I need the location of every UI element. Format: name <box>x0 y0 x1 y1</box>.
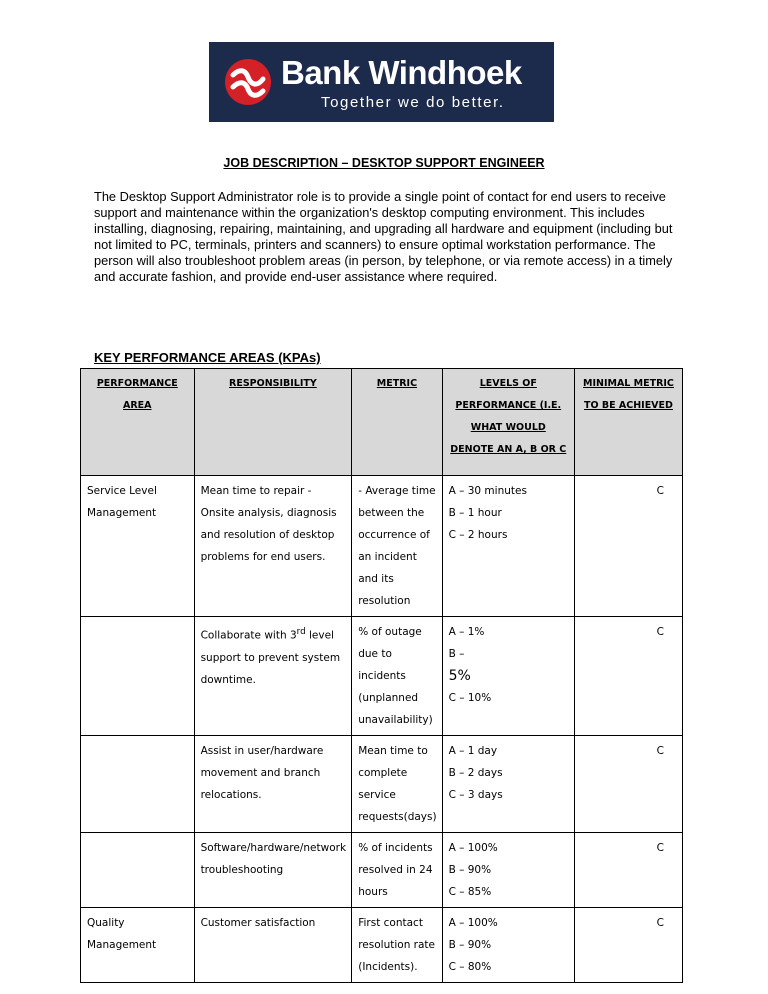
logo-name: Bank Windhoek <box>281 54 522 91</box>
table-row <box>81 908 683 983</box>
cell-minimal: C <box>574 908 682 983</box>
cell-area <box>81 736 195 833</box>
level-b: B – 90% <box>448 939 492 951</box>
level-a: A – 1% <box>448 626 485 638</box>
cell-area <box>81 833 195 908</box>
cell-levels <box>442 617 574 736</box>
cell-responsibility: Customer satisfaction <box>194 908 352 983</box>
cell-metric: Mean time to complete service requests(days) <box>352 736 442 833</box>
level-b-value: 5% <box>448 668 471 684</box>
cell-responsibility: Mean time to repair - Onsite analysis, diagnosis and resolution of desktop problems for end users. <box>194 476 352 617</box>
level-b <box>449 643 568 687</box>
cell-metric <box>352 617 442 736</box>
kpa-table <box>80 368 683 983</box>
bank-windhoek-logo <box>209 42 554 122</box>
level-a: A – 100% <box>448 842 498 854</box>
level-a: A – 100% <box>448 917 498 929</box>
cell-minimal: C <box>574 617 682 736</box>
header-levels-of-performance: LEVELS OF PERFORMANCE (I.E. WHAT WOULD DENOTE AN A, B OR C <box>442 369 574 476</box>
level-b-prefix: B – <box>448 648 465 660</box>
cell-responsibility: Software/hardware/network troubleshooting <box>194 833 352 908</box>
responsibility-text-rest: level support to prevent system downtime. <box>200 629 341 686</box>
table-row <box>81 736 683 833</box>
level-c: C – 10% <box>448 692 492 704</box>
header-responsibility: RESPONSIBILITY <box>194 369 352 476</box>
metric-note: (unplanned unavailability) <box>358 692 433 726</box>
logo-tagline: Together we do better. <box>321 94 505 111</box>
cell-metric: - Average time between the occurrence of an incident and its resolution <box>352 476 442 617</box>
document-title: JOB DESCRIPTION – DESKTOP SUPPORT ENGINEER <box>223 156 545 170</box>
metric-text: % of outage due to incidents <box>358 626 422 682</box>
cell-responsibility: Assist in user/hardware movement and branch relocations. <box>194 736 352 833</box>
cell-area <box>81 617 195 736</box>
table-row <box>81 617 683 736</box>
cell-levels <box>442 833 574 908</box>
level-c: C – 3 days <box>448 789 503 801</box>
ordinal-suffix: rd <box>296 627 306 637</box>
kpa-heading: KEY PERFORMANCE AREAS (KPAs) <box>94 350 321 365</box>
cell-minimal: C <box>574 736 682 833</box>
header-metric: METRIC <box>352 369 442 476</box>
level-b: B – 1 hour <box>448 507 502 519</box>
header-performance-area: PERFORMANCE AREA <box>81 369 195 476</box>
header-minimal-metric: MINIMAL METRIC TO BE ACHIEVED <box>574 369 682 476</box>
level-c: C – 2 hours <box>448 529 508 541</box>
bank-windhoek-emblem-icon <box>225 59 271 105</box>
level-c: C – 85% <box>448 886 492 898</box>
cell-area: Quality Management <box>81 908 195 983</box>
cell-metric: % of incidents resolved in 24 hours <box>352 833 442 908</box>
responsibility-text: Collaborate with 3 <box>200 629 297 642</box>
cell-minimal: C <box>574 833 682 908</box>
level-c: C – 80% <box>448 961 492 973</box>
cell-levels <box>442 476 574 617</box>
cell-area: Service Level Management <box>81 476 195 617</box>
table-header-row <box>81 369 683 476</box>
cell-minimal: C <box>574 476 682 617</box>
level-b: B – 90% <box>448 864 492 876</box>
cell-levels <box>442 908 574 983</box>
intro-paragraph: The Desktop Support Administrator role is to provide a single point of contact for end users to receive support and maintenance within the organization's desktop computing environment. This includes installing, diagnosing, repairing, maintaining, and upgrading all hardware and equipment (including but not limited to PC, terminals, printers and scanners) to ensure optimal workstation performance. The person will also troubleshoot problem areas (in person, by telephone, or via remote access) in a timely and accurate fashion, and provide end-user assistance where required. <box>94 189 673 284</box>
table-row <box>81 833 683 908</box>
level-b: B – 2 days <box>448 767 503 779</box>
level-a: A – 30 minutes <box>448 485 527 497</box>
table-row <box>81 476 683 617</box>
cell-responsibility <box>194 617 352 736</box>
cell-metric: First contact resolution rate (Incidents). <box>352 908 442 983</box>
cell-levels <box>442 736 574 833</box>
level-a: A – 1 day <box>448 745 498 757</box>
